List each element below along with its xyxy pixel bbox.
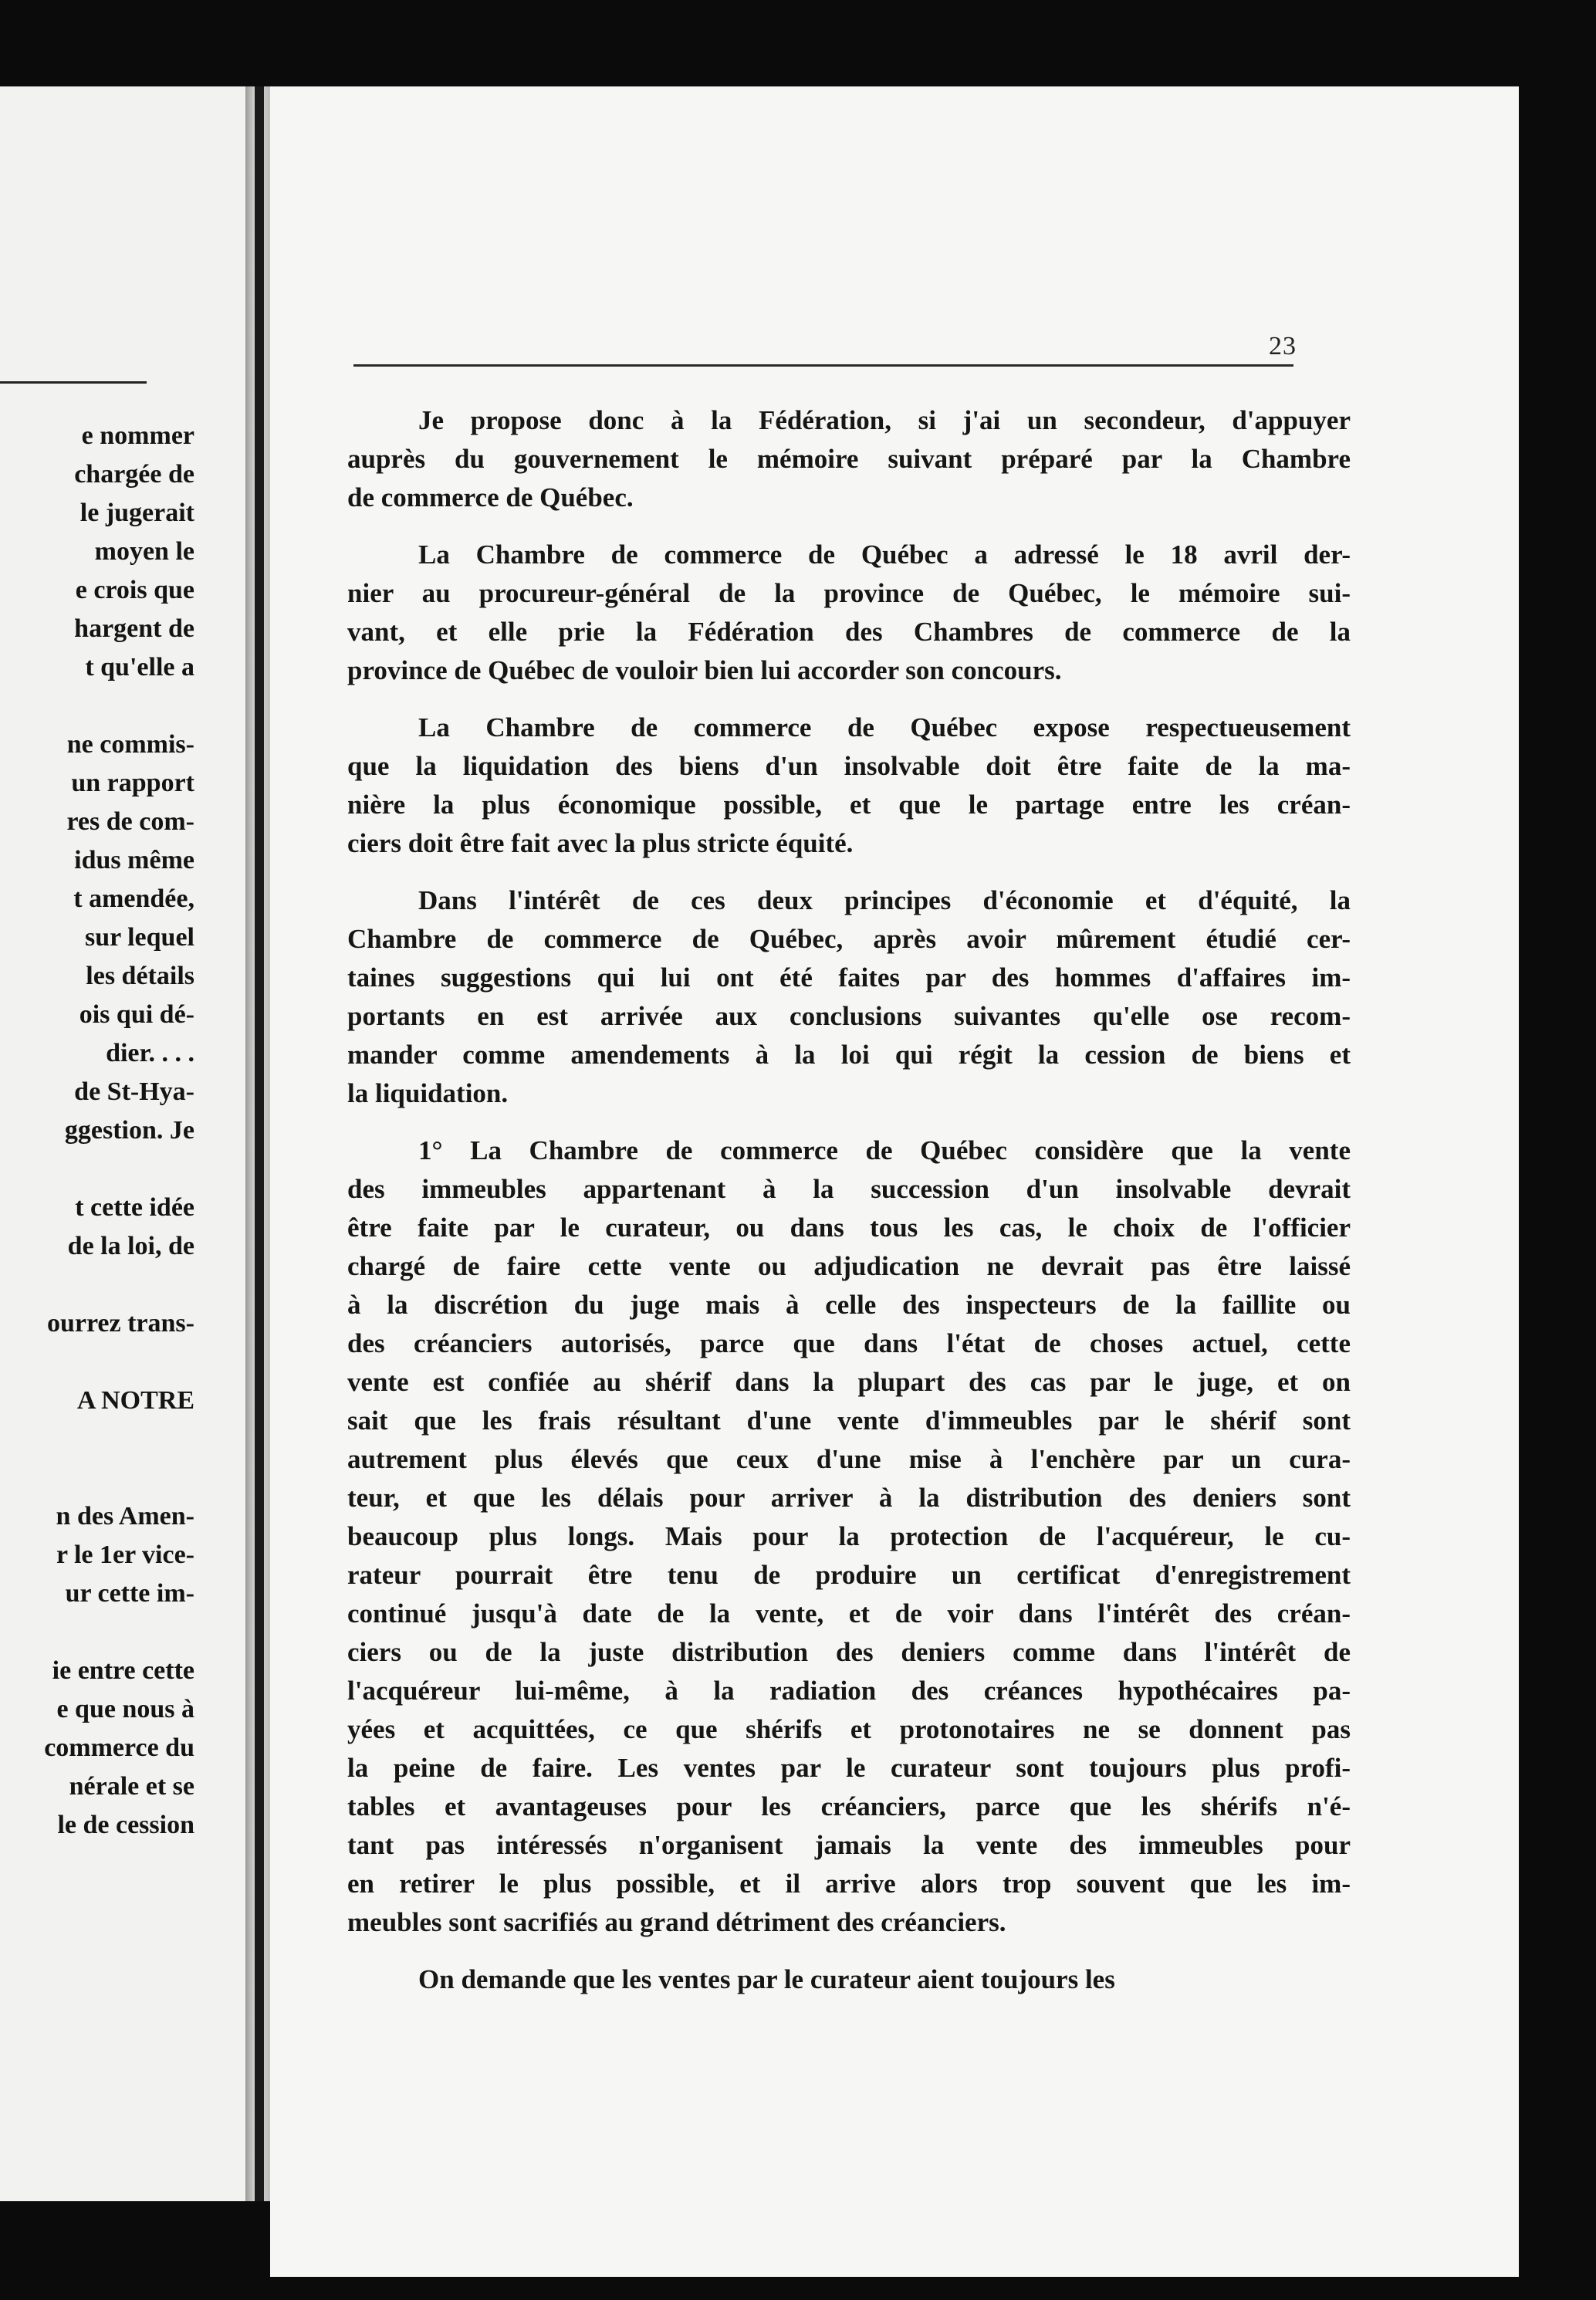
left-column-line — [44, 1459, 194, 1497]
text-line: rateur pourrait être tenu de produire un certificat d'enregistrement — [347, 1560, 1351, 1590]
left-page-rule — [0, 381, 147, 384]
left-column-line: commerce du — [44, 1733, 194, 1762]
left-page-text — [44, 417, 194, 1845]
left-column-line: dier. . . . — [106, 1039, 194, 1067]
text-line: ciers doit être fait avec la plus stricte équité. — [347, 828, 854, 858]
left-column-line: t amendée, — [73, 884, 194, 913]
text-line: Chambre de commerce de Québec, après avoir mûrement étudié cer- — [347, 924, 1351, 954]
paragraph — [347, 1960, 1351, 1999]
text-line: tables et avantageuses pour les créanciers, parce que les shérifs n'é- — [347, 1791, 1351, 1821]
text-line: que la liquidation des biens d'un insolvable doit être faite de la ma- — [347, 751, 1351, 781]
left-column-line: de la loi, de — [67, 1232, 194, 1260]
text-line: yées et acquittées, ce que shérifs et protonotaires ne se donnent pas — [347, 1714, 1351, 1744]
paragraph — [347, 709, 1351, 863]
left-column-line: e que nous à — [56, 1695, 194, 1723]
text-line: nier au procureur-général de la province de Québec, le mémoire sui- — [347, 578, 1351, 608]
left-column-line: ggestion. Je — [64, 1116, 194, 1145]
left-column-line: de St-Hya- — [74, 1077, 194, 1106]
text-line: la peine de faire. Les ventes par le curateur sont toujours plus profi- — [347, 1753, 1351, 1783]
text-line: être faite par le curateur, ou dans tous les cas, le choix de l'officier — [347, 1213, 1351, 1243]
text-line: autrement plus élevés que ceux d'une mise à l'enchère par un cura- — [347, 1444, 1351, 1474]
left-column-line: res de com- — [66, 807, 194, 836]
text-line: vente est confiée au shérif dans la plupart des cas par le juge, et on — [347, 1367, 1351, 1397]
paragraph — [347, 881, 1351, 1113]
text-line: teur, et que les délais pour arriver à la distribution des deniers sont — [347, 1483, 1351, 1513]
text-line: Je propose donc à la Fédération, si j'ai un secondeur, d'appuyer — [418, 405, 1351, 435]
text-line: nière la plus économique possible, et que le partage entre les créan- — [347, 790, 1351, 820]
text-line: province de Québec de vouloir bien lui accorder son concours. — [347, 655, 1062, 685]
text-line: meubles sont sacrifiés au grand détriment des créanciers. — [347, 1907, 1006, 1937]
left-column-line: idus même — [74, 846, 194, 874]
left-column-line: moyen le — [94, 537, 194, 566]
book-spine — [255, 86, 264, 2201]
left-column-line: le de cession — [57, 1811, 194, 1839]
left-column-line: e nommer — [81, 421, 194, 450]
text-line: sait que les frais résultant d'une vente d'immeubles par le shérif sont — [347, 1405, 1351, 1436]
right-page — [270, 86, 1519, 2277]
text-line: ciers ou de la juste distribution des deniers comme dans l'intérêt de — [347, 1637, 1351, 1667]
left-column-line: A NOTRE — [76, 1386, 194, 1415]
text-line: mander comme amendements à la loi qui régit la cession de biens et — [347, 1040, 1351, 1070]
text-line: La Chambre de commerce de Québec expose respectueusement — [418, 712, 1351, 742]
left-column-line: nérale et se — [69, 1772, 194, 1801]
left-column-line: ie entre cette — [52, 1656, 194, 1685]
text-line: en retirer le plus possible, et il arrive alors trop souvent que les im- — [347, 1869, 1351, 1899]
text-line: auprès du gouvernement le mémoire suivant préparé par la Chambre — [347, 444, 1351, 474]
left-column-line: ur cette im- — [65, 1579, 194, 1608]
left-column-line: un rapport — [71, 769, 194, 797]
text-line: à la discrétion du juge mais à celle des inspecteurs de la faillite ou — [347, 1290, 1351, 1320]
left-column-line: chargée de — [74, 460, 194, 489]
text-line: des immeubles appartenant à la succession d'un insolvable devrait — [347, 1174, 1351, 1204]
text-line: l'acquéreur lui-même, à la radiation des créances hypothécaires pa- — [347, 1676, 1351, 1706]
left-column-line: n des Amen- — [56, 1502, 194, 1531]
paragraph — [347, 536, 1351, 690]
body-text — [347, 401, 1351, 2018]
left-column-line: le jugerait — [79, 499, 194, 527]
left-column-line: ourrez trans- — [46, 1309, 194, 1338]
left-column-line: les détails — [86, 962, 194, 990]
left-page — [0, 86, 245, 2201]
text-line: vant, et elle prie la Fédération des Chambres de commerce de la — [347, 617, 1351, 647]
left-column-line — [44, 687, 194, 726]
text-line: On demande que les ventes par le curateur aient toujours les — [418, 1964, 1115, 1994]
text-line: taines suggestions qui lui ont été faites par des hommes d'affaires im- — [347, 962, 1351, 993]
text-line: chargé de faire cette vente ou adjudication ne devrait pas être laissé — [347, 1251, 1351, 1281]
text-line: Dans l'intérêt de ces deux principes d'économie et d'équité, la — [418, 885, 1351, 915]
left-column-line — [44, 1150, 194, 1189]
text-line: portants en est arrivée aux conclusions suivantes qu'elle ose recom- — [347, 1001, 1351, 1031]
text-line: 1° La Chambre de commerce de Québec considère que la vente — [418, 1135, 1351, 1165]
paragraph — [347, 401, 1351, 517]
text-line: La Chambre de commerce de Québec a adressé le 18 avril der- — [418, 539, 1351, 570]
text-line: des créanciers autorisés, parce que dans l'état de choses actuel, cette — [347, 1328, 1351, 1358]
text-line: la liquidation. — [347, 1078, 509, 1108]
left-column-line — [44, 1613, 194, 1652]
left-column-line: hargent de — [74, 614, 194, 643]
left-column-line: ois qui dé- — [79, 1000, 194, 1029]
left-column-line — [44, 1266, 194, 1304]
header-rule — [353, 364, 1293, 367]
text-line: continué jusqu'à date de la vente, et de voir dans l'intérêt des créan- — [347, 1598, 1351, 1629]
left-column-line: sur lequel — [84, 923, 194, 952]
left-column-line: t cette idée — [75, 1193, 194, 1222]
left-column-line: r le 1er vice- — [56, 1541, 194, 1569]
text-line: de commerce de Québec. — [347, 482, 634, 512]
left-column-line: e crois que — [75, 576, 194, 604]
page-number: 23 — [1269, 332, 1297, 360]
text-line: beaucoup plus longs. Mais pour la protection de l'acquéreur, le cu- — [347, 1521, 1351, 1551]
paragraph — [347, 1131, 1351, 1942]
text-line: tant pas intéressés n'organisent jamais la vente des immeubles pour — [347, 1830, 1351, 1860]
left-column-line: ne commis- — [66, 730, 194, 759]
left-column-line — [44, 1343, 194, 1382]
left-column-line: t qu'elle a — [85, 653, 194, 682]
left-column-line — [44, 1420, 194, 1459]
